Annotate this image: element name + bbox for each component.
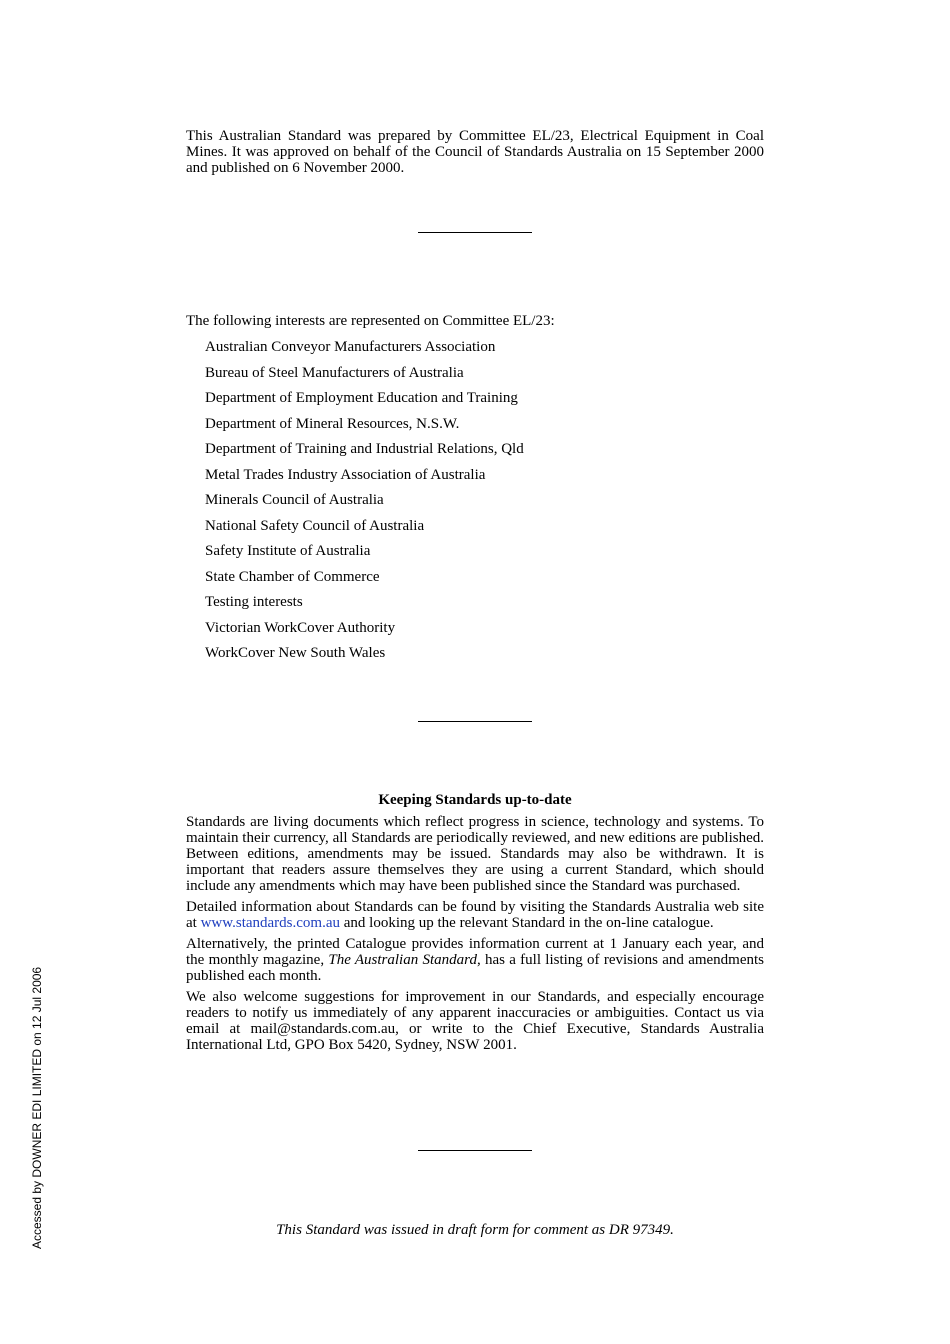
separator-rule	[418, 232, 532, 233]
text-run: Alternatively, the printed Catalogue provides information current at 1 January each year, and the monthly magazine,	[186, 936, 764, 968]
committee-member: Minerals Council of Australia	[205, 492, 384, 508]
paragraph-web-site	[186, 899, 764, 931]
text-run: Detailed information about Standards can be found by visiting the Standards Australia web site at	[186, 899, 764, 931]
paragraph-contact: We also welcome suggestions for improvement in our Standards, and especially encourage readers to notify us immediately of any apparent inaccuracies or ambiguities. Contact us via email at mail@standards.com.au, or write to the Chief Executive, Standards Australia International Ltd, GPO Box 5420, Sydney, NSW 2001.	[186, 989, 764, 1053]
magazine-title: The Australian Standard	[328, 952, 477, 968]
committee-interests	[186, 312, 764, 670]
committee-member: Metal Trades Industry Association of Australia	[205, 466, 486, 483]
access-watermark: Accessed by DOWNER EDI LIMITED on 12 Jul 2006	[30, 966, 44, 1249]
keeping-standards-section	[186, 791, 764, 1058]
committee-member: Department of Employment Education and Training	[205, 390, 518, 406]
section-heading: Keeping Standards up-to-date	[378, 792, 572, 808]
text-run: , has a full listing of revisions and amendments published each month.	[186, 952, 765, 984]
paragraph-catalogue	[186, 936, 764, 984]
separator-rule	[418, 721, 532, 722]
separator-rule	[418, 1150, 532, 1151]
committee-member: State Chamber of Commerce	[205, 568, 380, 585]
approval-paragraph: This Australian Standard was prepared by Committee EL/23, Electrical Equipment in Coal Mines. It was approved on behalf of the Council of Standards Australia on 15 September 2000 and published on 6 November 2000.	[186, 128, 764, 176]
committee-member: Testing interests	[205, 594, 303, 610]
paragraph-living-documents: Standards are living documents which reflect progress in science, technology and systems. To maintain their currency, all Standards are periodically reviewed, and new editions are published. Between editions, amendments may be issued. Standards may also be withdrawn. It is important that readers assure themselves they are using a current Standard, which should include any amendments which may have been published since the Standard was purchased.	[186, 814, 764, 894]
committee-member: Australian Conveyor Manufacturers Association	[205, 339, 496, 355]
standards-website-link[interactable]: www.standards.com.au	[200, 915, 340, 931]
committee-member: National Safety Council of Australia	[205, 517, 425, 534]
committee-member: Safety Institute of Australia	[205, 543, 371, 559]
committee-member: Victorian WorkCover Authority	[205, 619, 396, 636]
draft-note: This Standard was issued in draft form for comment as DR 97349.	[276, 1222, 674, 1238]
committee-member: Department of Mineral Resources, N.S.W.	[205, 415, 460, 432]
committee-member: WorkCover New South Wales	[205, 645, 386, 661]
committee-member: Bureau of Steel Manufacturers of Australia	[205, 364, 464, 381]
committee-member: Department of Training and Industrial Relations, Qld	[205, 441, 524, 457]
text-run: and looking up the relevant Standard in the on-line catalogue.	[340, 915, 714, 931]
committee-member-list	[186, 338, 764, 670]
committee-lead: The following interests are represented on Committee EL/23:	[186, 313, 555, 329]
